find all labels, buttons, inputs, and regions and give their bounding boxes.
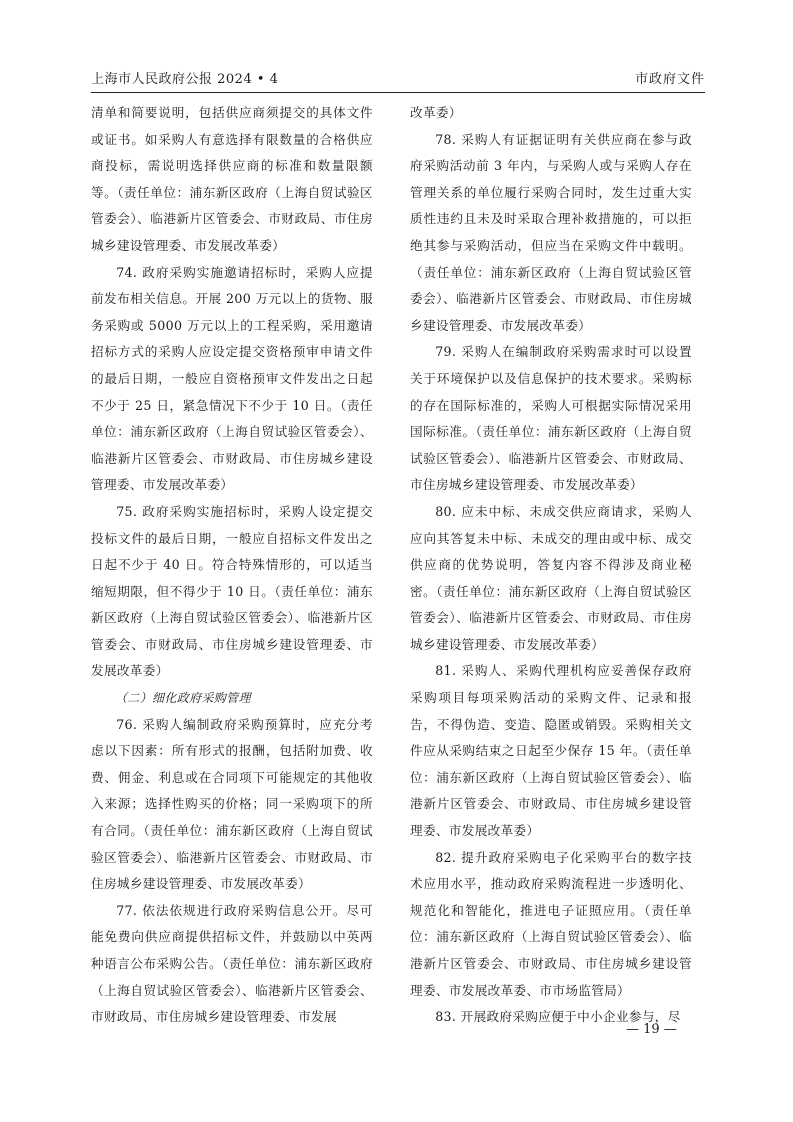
right-column [410,100,692,1031]
paragraph-78: 78. 采购人有证据证明有关供应商在参与政府采购活动前 3 年内，与采购人或与采购人存在管理关系的单位履行采购合同时，发生过重大实质性违约且未及时采取合理补救措施的，可以拒绝其参与采购活动，但应当在采购文件中载明。（责任单位：浦东新区政府（上海自贸试验区管委会）、临港新片区管委会、市财政局、市住房城乡建设管理委、市发展改革委） [410,131,692,333]
paragraph-83: 83. 开展政府采购应便于中小企业参与，尽 [435,1009,681,1025]
section-title: 市政府文件 [634,72,705,87]
paragraph-continued: 清单和简要说明，包括供应商须提交的具体文件或证书。如采购人有意选择有限数量的合格供应商投标，需说明选择供应商的标准和数量限额等。（责任单位：浦东新区政府（上海自贸试验区管委会）、临港新片区管委会、市财政局、市住房城乡建设管理委、市发展改革委） [91,105,373,253]
paragraph-81: 81. 采购人、采购代理机构应妥善保存政府采购项目每项采购活动的采购文件、记录和报告，不得伪造、变造、隐匿或销毁。采购相关文件应从采购结束之日起至少保存 15 年。（责任单位：浦东新区政府（上海自贸试验区管委会）、临港新片区管委会、市财政局、市住房城乡建设管理委、市发展改革委） [410,663,692,839]
paragraph-74: 74. 政府采购实施邀请招标时，采购人应提前发布相关信息。开展 200 万元以上的货物、服务采购或 5000 万元以上的工程采购，采用邀请招标方式的采购人应设定提交资格预审申请文件的最后日期，一般应自资格预审文件发出之日起不少于 25 日，紧急情况下不少于 10 日。（责任单位：浦东新区政府（上海自贸试验区管委会）、临港新片区管委会、市财政局、市住房城乡建设管理委、市发展改革委） [91,264,373,493]
paragraph-77-continued: 改革委） [410,105,462,120]
journal-title: 上海市人民政府公报 2024 • 4 [91,72,279,87]
page-header [91,68,705,88]
page-number: — 19 — [626,1022,677,1037]
left-column [91,100,373,1031]
paragraph-79: 79. 采购人在编制政府采购需求时可以设置关于环境保护以及信息保护的技术要求。采购标的存在国际标准的，采购人可根据实际情况采用国际标准。（责任单位：浦东新区政府（上海自贸试验区管委会）、临港新片区管委会、市财政局、市住房城乡建设管理委、市发展改革委） [410,344,692,493]
paragraph-76: 76. 采购人编制政府采购预算时，应充分考虑以下因素：所有形式的报酬，包括附加费、收费、佣金、利息或在合同项下可能规定的其他收入来源；选择性购买的价格；同一采购项下的所有合同。（责任单位：浦东新区政府（上海自贸试验区管委会）、临港新片区管委会、市财政局、市住房城乡建设管理委、市发展改革委） [91,716,373,892]
section-subheading: （二）细化政府采购管理 [115,691,251,706]
header-divider [91,92,705,93]
paragraph-80: 80. 应未中标、未成交供应商请求，采购人应向其答复未中标、未成交的理由或中标、成交供应商的优势说明，答复内容不得涉及商业秘密。（责任单位：浦东新区政府（上海自贸试验区管委会）、临港新片区管委会、市财政局、市住房城乡建设管理委、市发展改革委） [410,503,692,652]
paragraph-77: 77. 依法依规进行政府采购信息公开。尽可能免费向供应商提供招标文件，并鼓励以中英两种语言公布采购公告。（责任单位：浦东新区政府（上海自贸试验区管委会）、临港新片区管委会、市财政局、市住房城乡建设管理委、市发展 [91,902,373,1025]
paragraph-82: 82. 提升政府采购电子化采购平台的数字技术应用水平，推动政府采购流程进一步透明化、规范化和智能化，推进电子证照应用。（责任单位：浦东新区政府（上海自贸试验区管委会）、临港新片区管委会、市财政局、市住房城乡建设管理委、市发展改革委、市市场监管局） [410,849,692,998]
paragraph-75: 75. 政府采购实施招标时，采购人设定提交投标文件的最后日期，一般应自招标文件发出之日起不少于 40 日。符合特殊情形的，可以适当缩短期限，但不得少于 10 日。（责任单位：浦东新区政府（上海自贸试验区管委会）、临港新片区管委会、市财政局、市住房城乡建设管理委、市发展改革委） [91,503,373,679]
